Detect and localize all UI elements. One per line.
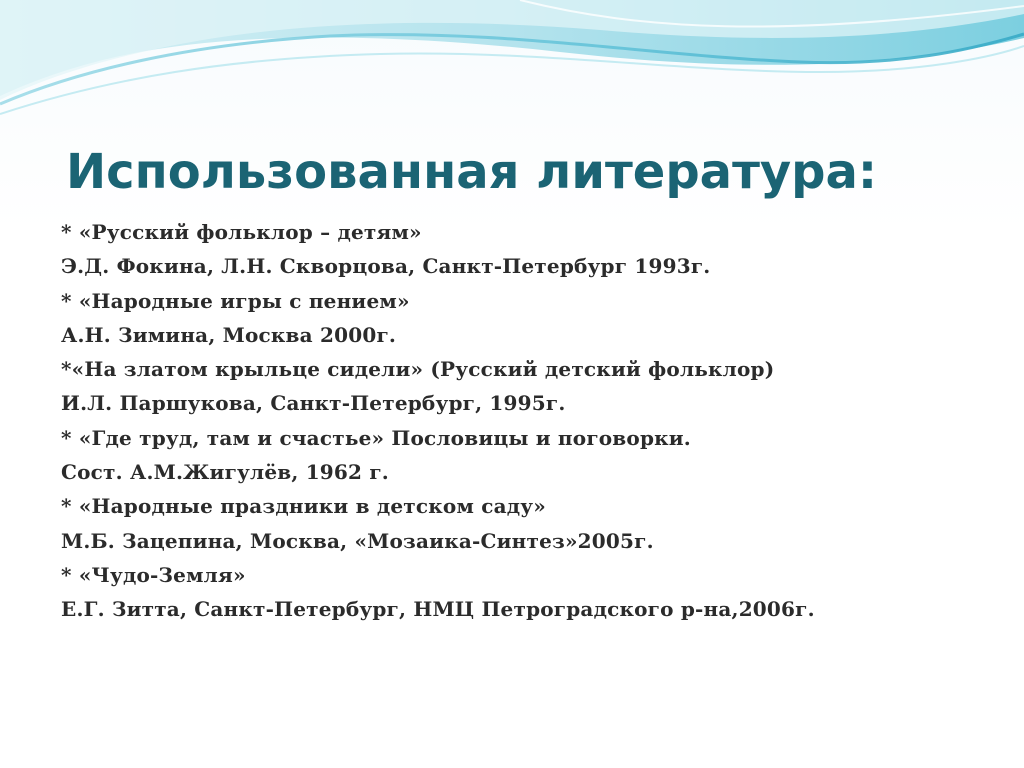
bibliography-entry-details: Э.Д. Фокина, Л.Н. Скворцова, Санкт-Петербург 1993г. — [61, 254, 711, 279]
bibliography-entry-title: * «Русский фольклор – детям» — [61, 220, 422, 244]
bibliography-entry-title: * «Чудо-Земля» — [61, 562, 246, 587]
bibliography-entry-title: * «Народные игры с пением» — [61, 288, 410, 313]
bibliography-entry-details: А.Н. Зимина, Москва 2000г. — [61, 322, 397, 347]
bibliography-entry-details: М.Б. Зацепина, Москва, «Мозаика-Синтез»2005г. — [61, 528, 654, 553]
slide-title: Использованная литература: — [66, 144, 878, 200]
bibliography-entry-title: *«На златом крыльце сидели» (Русский детский фольклор) — [61, 357, 775, 382]
bibliography-list — [61, 215, 991, 627]
bibliography-entry-details: И.Л. Паршукова, Санкт-Петербург, 1995г. — [61, 391, 566, 416]
bibliography-entry-title: * «Народные праздники в детском саду» — [61, 494, 546, 519]
bibliography-entry-title: * «Где труд, там и счастье» Пословицы и поговорки. — [61, 425, 691, 450]
bibliography-entry-details: Е.Г. Зитта, Санкт-Петербург, НМЦ Петроградского р-на,2006г. — [61, 597, 815, 622]
header-wave-decoration — [0, 0, 1024, 140]
bibliography-entry-details: Сост. А.М.Жигулёв, 1962 г. — [61, 460, 389, 485]
